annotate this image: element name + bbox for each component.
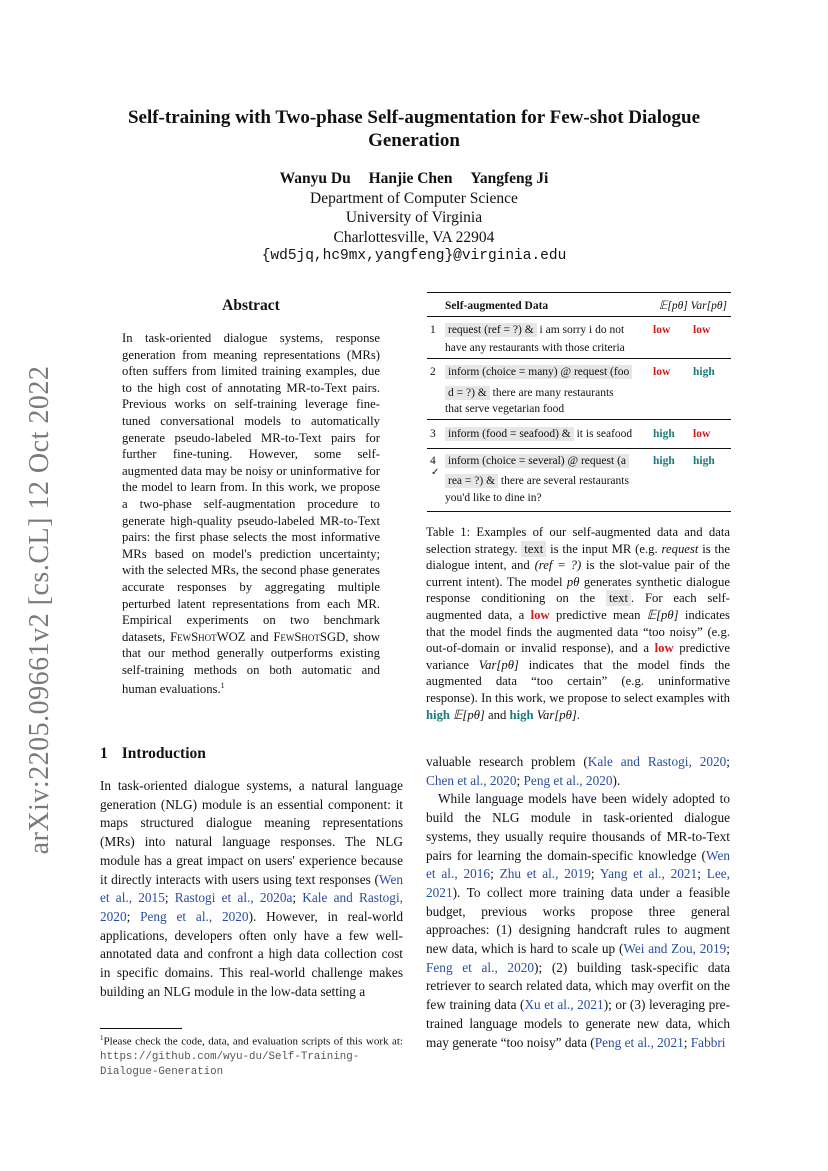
abstract-heading: Abstract [222, 297, 280, 314]
citation-link[interactable]: Wen et al., 2015 [100, 871, 403, 906]
code-link[interactable]: https://github.com/wyu-du/Self-Training-Dialogue-Generation [100, 1050, 360, 1078]
citation-link[interactable]: Peng et al., 2020 [523, 772, 613, 788]
author-block [100, 169, 728, 267]
paper-title: Self-training with Two-phase Self-augmentation for Few-shot Dialogue Generation [127, 107, 701, 151]
abstract-text: In task-oriented dialogue systems, response generation from meaning representations (MRs) often suffers from limited training examples, due to the high cost of annotating MR-to-Text pairs. Previous works on self-training leverage fine-tuned conversational models to automatically generate pseudo-labeled MR-to-Text pairs for further fine-tuning. However, some self-augmented data may be noisy or uninformative for the model to learn from. In this work, we propose a two-phase self-augmentation procedure to generate high-quality pseudo-labeled MR-to-Text pairs: the first phase selects the most informative MRs based on model's prediction uncertainty; with the selected MRs, the second phase generates accurate responses by aggregating multiple perturbed latent representations from each MR. Empirical experiments on two benchmark datasets, FewShotWOZ and FewShotSGD, show that our method generally outperforms existing self-training methods on both automatic and human evaluations.$^1$ [122, 331, 380, 697]
citation-link[interactable]: Yang et al., 2021 [599, 866, 698, 882]
citation-link[interactable]: Chen et al., 2020 [426, 772, 517, 788]
section-heading: 1 Introduction [100, 745, 206, 762]
citation-link[interactable]: Lee, 2021 [426, 866, 730, 900]
author-name: Hanjie Chen [368, 170, 453, 187]
intro-right-column: valuable research problem (Kale and Rastogi, 2020; Chen et al., 2020; Peng et al., 2020). While language models have been widely adopted to build the NLG module in task-oriented dialogue systems, they usually require thousands of MR-to-Text pairs for learning the domain-specific knowledge (Wen et al., 2016; Zhu et al., 2019; Yang et al., 2021; Lee, 2021). To collect more training data under a feasible budget, previous works propose three general approaches: (1) designing handcraft rules to augment new data, which is hard to scale up (Wei and Zou, 2019; Feng et al., 2020); (2) building task-specific data retriever to search related data, which may overfit on the few training data (Xu et al., 2021); or (3) leveraging pre-trained language models to generate new data, which may generate “too noisy” data (Peng et al., 2021; Fabbri [426, 754, 730, 1050]
check-icon: ✓ [431, 467, 440, 478]
citation-link[interactable]: Feng et al., 2020 [426, 959, 535, 975]
citation-link[interactable]: Rastogi et al., 2020a [174, 890, 293, 906]
intro-left-column: In task-oriented dialogue systems, a natural language generation (NLG) module is an essential component: it maps structured dialogue meaning representations (MRs) into natural language responses. The NLG module has a great impact on users' experience because it directly interacts with users using text responses (Wen et al., 2015; Rastogi et al., 2020a; Kale and Rastogi, 2020; Peng et al., 2020). However, in real-world applications, developers often only have a few well-annotated data and confront a high data collection cost in specific domains. This real-world challenge makes building an NLG module in the low-data setting a [100, 778, 403, 999]
citation-link[interactable]: Fabbri [690, 1034, 726, 1050]
table-caption: Table 1: Examples of our self-augmented data and data selection strategy. text is the input MR (e.g. request is the dialogue intent, and (ref = ?) is the slot-value pair of the current intent). The model pθ generates synthetic dialogue response conditioning on the text . For each self-augmented data, a low predictive mean 𝔼[pθ] indicates that the model finds the augmented data “too noisy” (e.g. out-of-domain or invalid response), and a low predictive variance Var[pθ] indicates that the model finds the augmented data “too certain” (e.g. uninformative response). In this work, we propose to select examples with high 𝔼[pθ] and high Var[pθ]. [426, 525, 731, 722]
citation-link[interactable]: Peng et al., 2020 [140, 908, 249, 924]
table-header: Self-augmented Data [445, 300, 549, 312]
arxiv-watermark: arXiv:2205.09661v2 [cs.CL] 12 Oct 2022 [24, 365, 55, 855]
email: {wd5jq,hc9mx,yangfeng}@virginia.edu [261, 248, 567, 264]
author-name: Yangfeng Ji [470, 170, 549, 187]
citation-link[interactable]: Peng et al., 2021 [594, 1034, 684, 1050]
citation-link[interactable]: Wei and Zou, 2019 [623, 941, 727, 957]
affiliation-line: University of Virginia [345, 209, 483, 226]
citation-link[interactable]: Xu et al., 2021 [524, 997, 604, 1013]
author-name: Wanyu Du [279, 170, 351, 187]
footnote: $^1$Please check the code, data, and evaluation scripts of this work at: https://github.com/wyu-du/Self-Training-Dialogue-Generation [100, 1034, 403, 1078]
affiliation-line: Department of Computer Science [310, 189, 518, 207]
affiliation-line: Charlottesville, VA 22904 [333, 228, 495, 246]
citation-link[interactable]: Kale and Rastogi, 2020 [100, 890, 403, 924]
citation-link[interactable]: Zhu et al., 2019 [499, 866, 591, 882]
author-names [100, 169, 728, 189]
citation-link[interactable]: Wen et al., 2016 [426, 847, 730, 882]
citation-link[interactable]: Kale and Rastogi, 2020 [587, 754, 727, 769]
footnote-rule [100, 1028, 182, 1029]
table-header-metrics: 𝔼[pθ] Var[pθ] [659, 300, 727, 312]
footnote-mark: 1 [220, 681, 225, 691]
